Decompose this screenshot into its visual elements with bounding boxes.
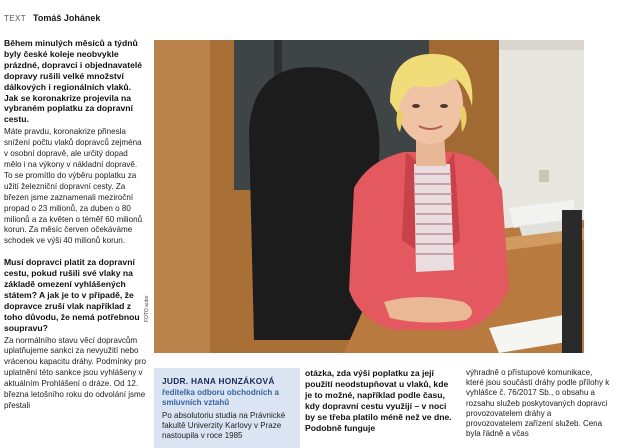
interview-question-1: Během minulých měsíců a týdnů byly české koleje neobvykle prázdné, dopravci i objednavatelé dopravy rušili velké množství dálkových i regionálních vlaků. Jak se koronakrize projevila na vybraném poplatku za dopravní cestu. bbox=[4, 38, 143, 125]
bio-text: Po absolutoriu studia na Právnické fakultě Univerzity Karlovy v Praze nastoupila v roce 1985 bbox=[162, 411, 286, 440]
interview-answer-2: Za normálního stavu věcí dopravcům uplatňujeme sankci za nevyužití nebo vrácenou kapacitu dráhy. Podmínky pro uplatnění této sankce jsou vyhlášeny v aktuálním Prohlášení o dráze. Od 12. března letošního roku do odvolání jsme přestali bbox=[4, 335, 147, 410]
bio-role: ředitelka odboru obchodních a smluvních vztahů bbox=[162, 388, 279, 407]
interview-question-2: Musí dopravci platit za dopravní cestu, pokud rušili své vlaky na základě omezení vyhlášených státem? A jak je to v případě, že dopravce zruší vlak například z toho důvodu, že nemá potřebnou soupravu? bbox=[4, 257, 140, 333]
bio-box bbox=[154, 368, 300, 448]
author-name: Tomáš Johánek bbox=[33, 13, 101, 23]
interview-answer-1: Máte pravdu, koronakrize přinesla snížení počtu vlaků dopravců zejména v osobní dopravě, ale určitý dopad mělo i na výkony v nákladní dopravě. To se promítlo do výběru poplatku za užití železniční dopravní cesty. Za březen jsme zaznamenali meziroční propad o 23 milionů, za duben o 80 milionů a za květen o téměř 60 milionů korun. Za měsíc červen očekáváme schodek ve výši 40 milionů korun. bbox=[4, 127, 143, 246]
left-text-column bbox=[4, 38, 146, 422]
photo-credit: FOTO autor bbox=[144, 295, 150, 322]
article-header bbox=[0, 0, 624, 34]
section-label: TEXT bbox=[4, 14, 27, 23]
portrait-photo bbox=[154, 40, 584, 353]
middle-text-column: otázka, zda výši poplatku za její použití neodstupňovat u vlaků, kde je to možné, například podle času, kdy dopravní cestu využijí – v noci by se třeba platilo méně než ve dne. Podobně funguje bbox=[305, 368, 452, 433]
bio-name: JUDR. HANA HONZÁKOVÁ bbox=[162, 376, 275, 386]
right-text-column: výhradně o přístupové komunikace, které jsou součástí dráhy podle přílohy k vyhlášce č. 76/2017 Sb., o obsahu a rozsahu služeb poskytovaných dopravci provozovatelem dráhy a provozovatelem zařízení služeb. Cena byla řádně a včas bbox=[466, 368, 610, 439]
